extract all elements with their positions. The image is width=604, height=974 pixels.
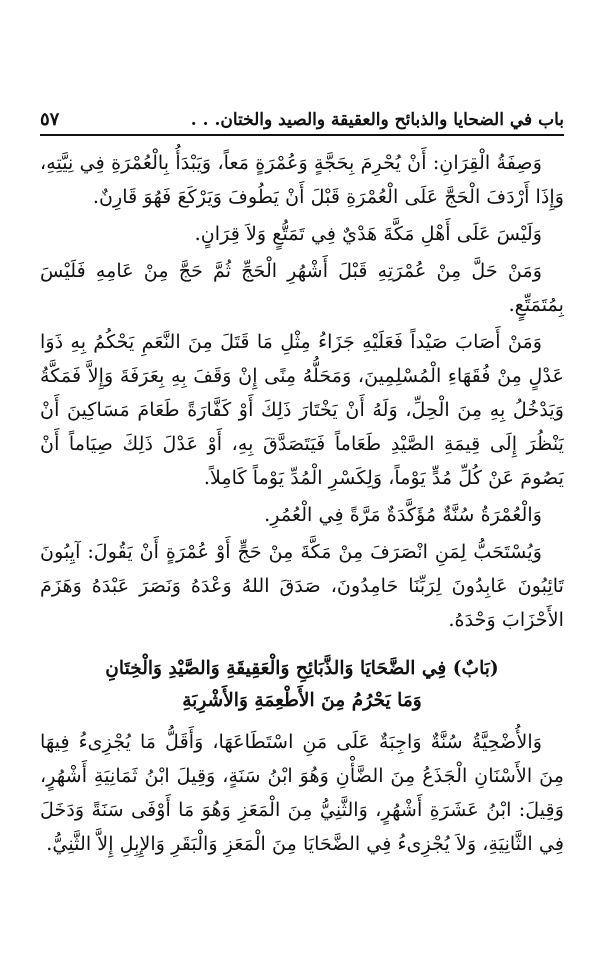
paragraph-qiran: وَصِفَةُ الْقِرَانِ: أَنْ يُحْرِمَ بِحَجَّةٍ وَعُمْرَةٍ مَعاً، وَيَبْدَأُ بِالْعُمْرَةِ فِي نِيَّتِهِ، وَإِذَا أَرْدَفَ الْحَجَّ عَلَى الْعُمْرَةِ قَبْلَ أَنْ يَطُوفَ وَيَرْكَعَ فَهُوَ قَارِنٌ. [40,151,564,208]
running-title: باب في الضحايا والذبائح والعقيقة والصيد والختان. . . [190,110,564,130]
chapter-heading [40,653,564,717]
chapter-heading-line-1: (بَابٌ) فِي الضَّحَايَا وَالذَّبَائِحِ وَالْعَقِيقَةِ وَالصَّيْدِ وَالْخِتَانِ [105,658,499,679]
paragraph-dua: وَيُسْتَحَبُّ لِمَنِ انْصَرَفَ مِنْ مَكَّةَ مِنْ حَجٍّ أَوْ عُمْرَةٍ أَنْ يَقُولَ: آيِبُونَ تَائِبُونَ عَابِدُونَ لِرَبِّنَا حَامِدُونَ، صَدَقَ اللهُ وَعْدَهُ وَنَصَرَ عَبْدَهُ وَهَزَمَ الأَحْزَابَ وَحْدَهُ. [40,540,564,631]
chapter-heading-line-2: وَمَا يَحْرُمُ مِنَ الأَطْعِمَةِ وَالأَشْرِبَةِ [182,690,422,711]
paragraph-tamattu: وَمَنْ حَلَّ مِنْ عُمْرَتِهِ قَبْلَ أَشْهُرِ الْحَجِّ ثُمَّ حَجَّ مِنْ عَامِهِ فَلَيْسَ بِمُتَمَتِّعٍ. [40,259,564,316]
page-number: ٥٧ [40,109,60,130]
chapter-body [40,725,564,861]
page-header [40,96,564,136]
paragraph-makkah: وَلَيْسَ عَلَى أَهْلِ مَكَّةَ هَدْيٌ فِي تَمَتُّعٍ وَلاَ قِرَانٍ. [194,222,542,245]
paragraph-sayd: وَمَنْ أَصَابَ صَيْداً فَعَلَيْهِ جَزَاءُ مِثْلِ مَا قَتَلَ مِنَ النَّعَمِ يَحْكُمُ بِهِ ذَوَا عَدْلٍ مِنْ فُقَهَاءِ الْمُسْلِمِينَ، وَمَحَلُّهُ مِنًى إِنْ وَقَفَ بِهِ بِعَرَفَةَ وَإِلاَّ فَمَكَّةُ وَيَدْخُلُ بِهِ مِنَ الْحِلِّ، وَلَهُ أَنْ يَخْتَارَ ذَلِكَ أَوْ كَفَّارَةً طَعَامَ مَسَاكِينَ أَنْ يَنْظُرَ إِلَى قِيمَةِ الصَّيْدِ طَعَاماً فَيَتَصَدَّقَ بِهِ، أَوْ عَدْلَ ذَلِكَ صِيَاماً أَنْ يَصُومَ عَنْ كُلِّ مُدٍّ يَوْماً، وَلِكَسْرِ الْمُدِّ يَوْماً كَامِلاً. [40,330,564,489]
page-body [40,146,564,864]
paragraph-umrah: وَالْعُمْرَةُ سُنَّةٌ مُؤَكَّدَةٌ مَرَّةً فِي الْعُمُرِ. [264,503,542,526]
paragraph-udhiyah: وَالأُضْحِيَّةُ سُنَّةٌ وَاجِبَةٌ عَلَى مَنِ اسْتَطَاعَهَا، وَأَقَلُّ مَا يُجْزِىءُ فِيهَا مِنَ الأَسْنَانِ الْجَذَعُ مِنَ الضَّأْنِ وَهُوَ ابْنُ سَنَةٍ، وَقِيلَ ابْنُ ثَمَانِيَةِ أَشْهُرٍ، وَقِيلَ: ابْنُ عَشَرَةِ أَشْهُرٍ، وَالثَّنِيُّ مِنَ الْمَعَزِ وَهُوَ مَا أَوْفَى سَنَةً وَدَخَلَ فِي الثَّانِيَةِ، وَلاَ يُجْزِىءُ فِي الضَّحَايَا مِنَ الْمَعَزِ وَالْبَقَرِ وَالإِبِلِ إِلاَّ الثَّنِيُّ. [40,730,564,855]
